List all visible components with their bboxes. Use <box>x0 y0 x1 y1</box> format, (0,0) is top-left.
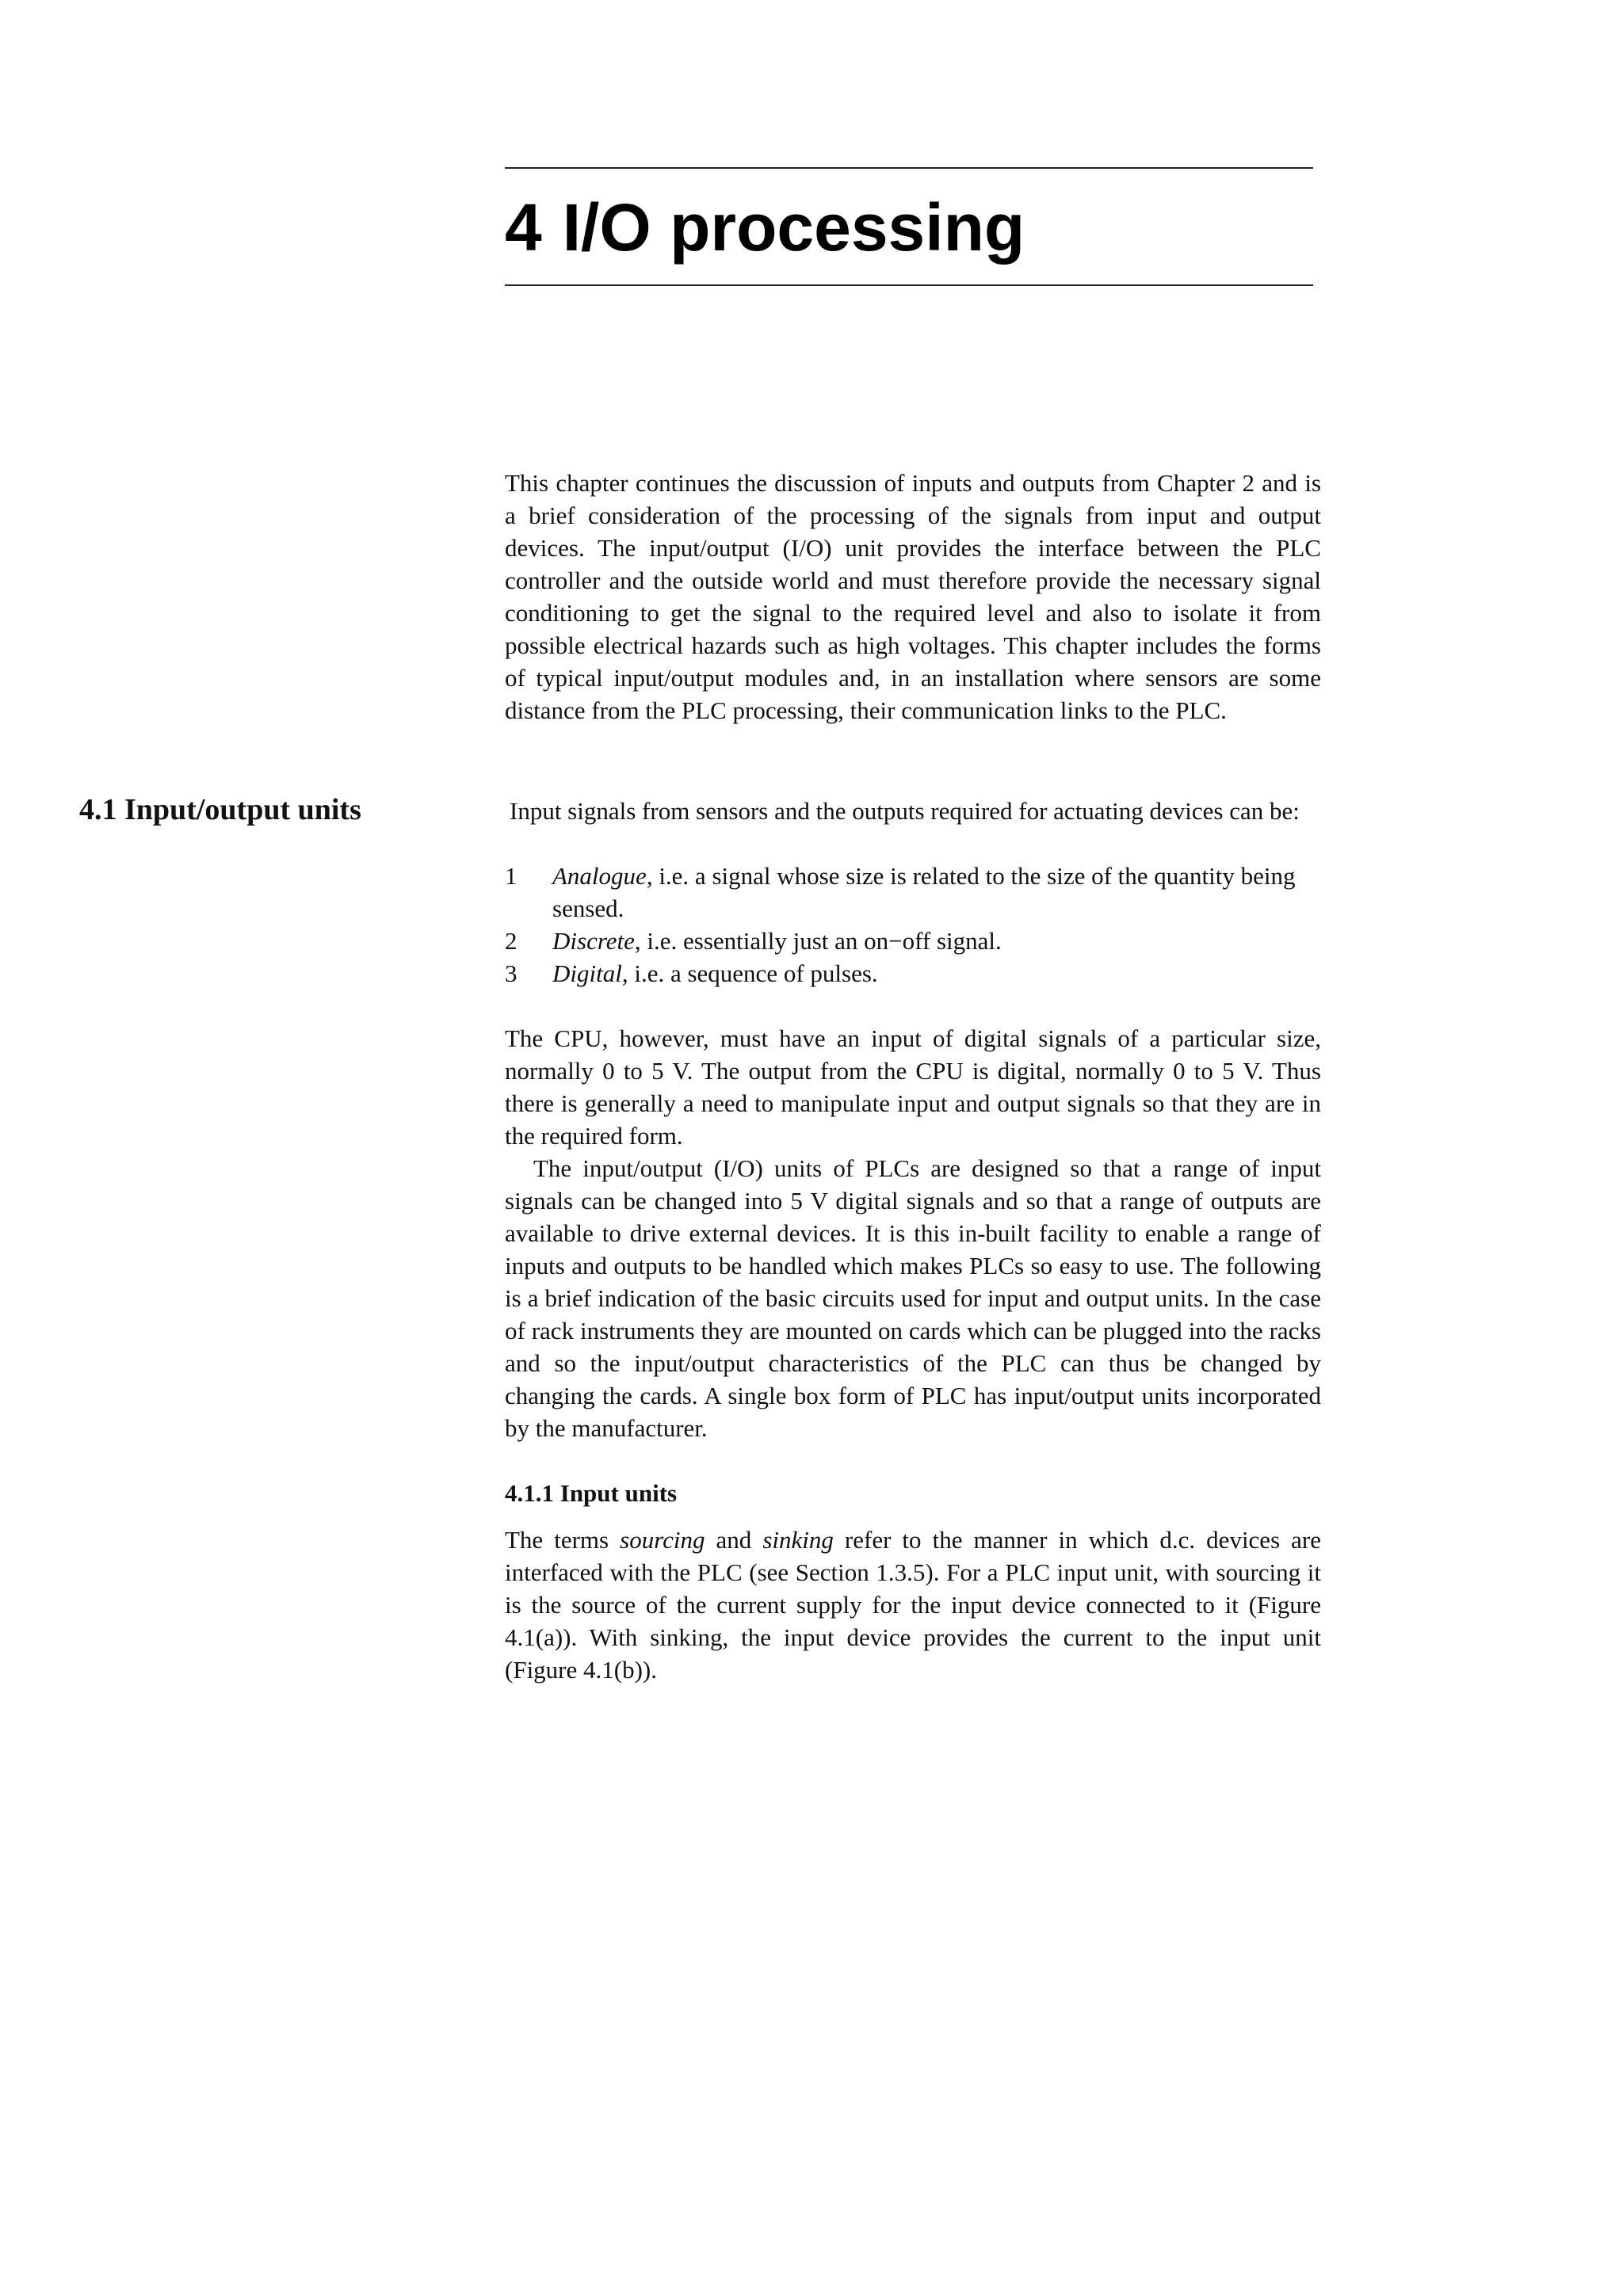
list-item-text: , i.e. essentially just an on−off signal. <box>634 927 1002 955</box>
list-item-number: 1 <box>505 862 517 890</box>
list-item-number: 2 <box>505 927 517 955</box>
list-item-text: , i.e. a signal whose size is related to the size of the quantity being sensed. <box>552 862 1296 922</box>
term-sinking: sinking <box>762 1526 834 1554</box>
list-item-term: Digital <box>552 959 622 987</box>
section-lead-paragraph: Input signals from sensors and the outputs required for actuating devices can be: <box>510 797 1300 825</box>
list-item-term: Analogue <box>552 862 647 890</box>
section-heading-4-1: 4.1 Input/output units <box>79 793 361 826</box>
list-item-term: Discrete <box>552 927 635 955</box>
chapter-title-text: I/O processing <box>562 190 1025 265</box>
section-4-1-body <box>505 795 1321 1686</box>
list-item <box>505 860 1321 925</box>
paragraph-text: The terms <box>505 1526 621 1554</box>
subsection-heading-4-1-1: 4.1.1 Input units <box>505 1479 678 1507</box>
io-units-paragraph: The input/output (I/O) units of PLCs are designed so that a range of input signals can be changed into 5 V digital signals and so that a range of outputs are available to drive external devices. It is this in-built facility to enable a range of inputs and outputs to be handled which makes PLCs so easy to use. The following is a brief indication of the basic circuits used for input and output units. In the case of rack instruments they are mounted on cards which can be plugged into the racks and so the input/output characteristics of the PLC can thus be changed by changing the cards. A single box form of PLC has input/output units incorporated by the manufacturer. <box>505 1154 1321 1442</box>
list-item <box>505 957 1321 990</box>
list-item-text: , i.e. a sequence of pulses. <box>621 959 878 987</box>
sourcing-sinking-paragraph <box>505 1524 1321 1686</box>
chapter-title <box>505 184 1025 271</box>
title-rule-bottom <box>505 284 1313 286</box>
chapter-intro-paragraph: This chapter continues the discussion of inputs and outputs from Chapter 2 and is a brief consideration of the processing of the signals from input and output devices. The input/output (I/O) unit provides the interface between the PLC controller and the outside world and must therefore provide the necessary signal conditioning to get the signal to the required level and also to isolate it from possible electrical hazards such as high voltages. This chapter includes the forms of typical input/output modules and, in an installation where sensors are some distance from the PLC processing, their communication links to the PLC. <box>505 469 1321 724</box>
paragraph-text: and <box>705 1526 763 1554</box>
paragraph-text: refer to the manner in which d.c. devices are interfaced with the PLC (see Section 1.3.5). For a PLC input unit, with sourcing it is the source of the current supply for the input device connected to it (Figure 4.1(a)). With sinking, the input device provides the current to the input unit (Figure 4.1(b)). <box>505 1526 1322 1684</box>
list-item-number: 3 <box>505 959 517 987</box>
list-item <box>505 925 1321 957</box>
cpu-signal-paragraph: The CPU, however, must have an input of digital signals of a particular size, normally 0 to 5 V. The output from the CPU is digital, normally 0 to 5 V. Thus there is generally a need to manipulate input and output signals so that they are in the required form. <box>505 1024 1321 1150</box>
title-rule-top <box>505 167 1313 169</box>
chapter-number: 4 <box>505 190 542 265</box>
term-sourcing: sourcing <box>620 1526 705 1554</box>
signal-types-list <box>505 860 1321 990</box>
